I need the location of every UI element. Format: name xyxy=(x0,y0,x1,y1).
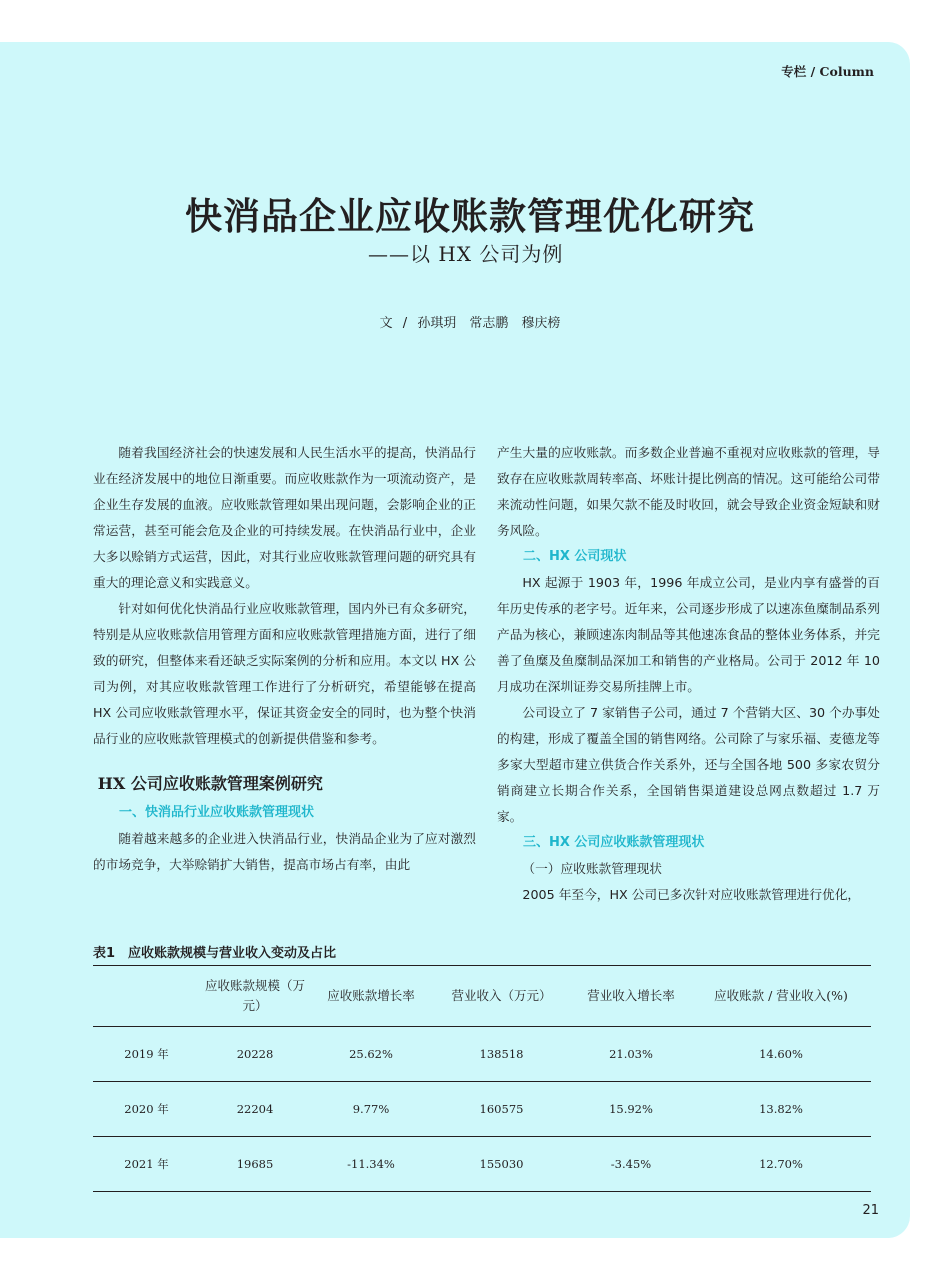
table-cell: 2019 年 xyxy=(124,1047,169,1061)
subsection-heading: 二、HX 公司现状 xyxy=(523,549,627,564)
table-cell: 160575 xyxy=(479,1102,524,1116)
table-cell: 19685 xyxy=(236,1157,274,1171)
table-cell: 12.70% xyxy=(759,1157,803,1171)
table-header: 应收账款规模（万元） xyxy=(204,978,305,1013)
paragraph: HX 起源于 1903 年，1996 年成立公司，是业内享有盛誉的百年历史传承的老字号。近年来，公司逐步形成了以速冻鱼糜制品系列产品为核心，兼顾速冻肉制品等其他速冻食品的整体业务体系，并完善了鱼糜及鱼糜制品深加工和销售的产业格局。公司于 2012 年 10 月成功在深圳证券交易所挂牌上市。 xyxy=(497,575,880,694)
article-subtitle: ——以 HX 公司为例 xyxy=(368,242,564,266)
right-column xyxy=(497,440,880,908)
table-cell: 14.60% xyxy=(759,1047,803,1061)
table-row xyxy=(93,1137,871,1192)
author-line: 文 / 孙琪玥 常志鹏 穆庆榜 xyxy=(379,316,561,331)
table-cell: 25.62% xyxy=(349,1047,393,1061)
section-heading: HX 公司应收账款管理案例研究 xyxy=(97,774,323,793)
paragraph: 随着越来越多的企业进入快消品行业，快消品企业为了应对激烈的市场竞争，大举赊销扩大销售，提高市场占有率，由此 xyxy=(93,831,476,872)
page-number: 21 xyxy=(862,1203,879,1218)
table-header: 营业收入（万元） xyxy=(451,988,552,1003)
table-title: 表1 应收账款规模与营业收入变动及占比 xyxy=(93,942,871,966)
table-cell: 2020 年 xyxy=(124,1102,169,1116)
table-cell: 20228 xyxy=(236,1047,274,1061)
table-cell: 138518 xyxy=(479,1047,524,1061)
paragraph: 针对如何优化快消品行业应收账款管理，国内外已有众多研究，特别是从应收账款信用管理方面和应收账款管理措施方面，进行了细致的研究，但整体来看还缺乏实际案例的分析和应用。本文以 HX 公司为例，对其应收账款管理工作进行了分析研究，希望能够在提高 HX 公司应收账款管理水平，保证其资金安全的同时，也为整个快消品行业的应收账款管理模式的创新提供借鉴和参考。 xyxy=(93,601,476,746)
table-cell: 9.77% xyxy=(352,1102,390,1116)
table-header xyxy=(93,966,200,1027)
table-cell: 15.92% xyxy=(609,1102,653,1116)
column-tag: 专栏 / Column xyxy=(781,64,874,79)
table-cell: 22204 xyxy=(236,1102,274,1116)
table-cell: 13.82% xyxy=(759,1102,803,1116)
table-row xyxy=(93,1027,871,1082)
table-cell: 21.03% xyxy=(609,1047,653,1061)
sub-item-heading: （一）应收账款管理现状 xyxy=(522,861,662,876)
table-header: 营业收入增长率 xyxy=(587,988,675,1003)
subsection-heading: 一、快消品行业应收账款管理现状 xyxy=(119,805,315,820)
table-cell: 2021 年 xyxy=(124,1157,169,1171)
table-header: 应收账款 / 营业收入(%) xyxy=(714,988,848,1003)
subsection-heading: 三、HX 公司应收账款管理现状 xyxy=(523,835,705,850)
data-table-block xyxy=(93,942,871,1192)
table-cell: 155030 xyxy=(479,1157,524,1171)
table-row xyxy=(93,1082,871,1137)
table-header: 应收账款增长率 xyxy=(327,988,415,1003)
left-column xyxy=(93,440,476,878)
paragraph: 2005 年至今，HX 公司已多次针对应收账款管理进行优化， xyxy=(522,887,861,902)
paragraph: 随着我国经济社会的快速发展和人民生活水平的提高，快消品行业在经济发展中的地位日渐重要。而应收账款作为一项流动资产，是企业生存发展的血液。应收账款管理如果出现问题，会影响企业的正常运营，甚至可能会危及企业的可持续发展。在快消品行业中，企业大多以赊销方式运营，因此，对其行业应收账款管理问题的研究具有重大的理论意义和实践意义。 xyxy=(93,445,476,590)
table-cell: -3.45% xyxy=(610,1157,652,1171)
table-header-row xyxy=(93,966,871,1027)
table-cell: -11.34% xyxy=(347,1157,395,1171)
paragraph: 产生大量的应收账款。而多数企业普遍不重视对应收账款的管理，导致存在应收账款周转率高、坏账计提比例高的情况。这可能给公司带来流动性问题，如果欠款不能及时收回，就会导致企业资金短缺和财务风险。 xyxy=(497,445,880,538)
article-title: 快消品企业应收账款管理优化研究 xyxy=(185,194,755,238)
paragraph: 公司设立了 7 家销售子公司，通过 7 个营销大区、30 个办事处的构建，形成了覆盖全国的销售网络。公司除了与家乐福、麦德龙等多家大型超市建立供货合作关系外，还与全国各地 500 多家农贸分销商建立长期合作关系，全国销售渠道建设总网点数超过 1.7 万家。 xyxy=(497,705,880,824)
data-table xyxy=(93,966,871,1192)
